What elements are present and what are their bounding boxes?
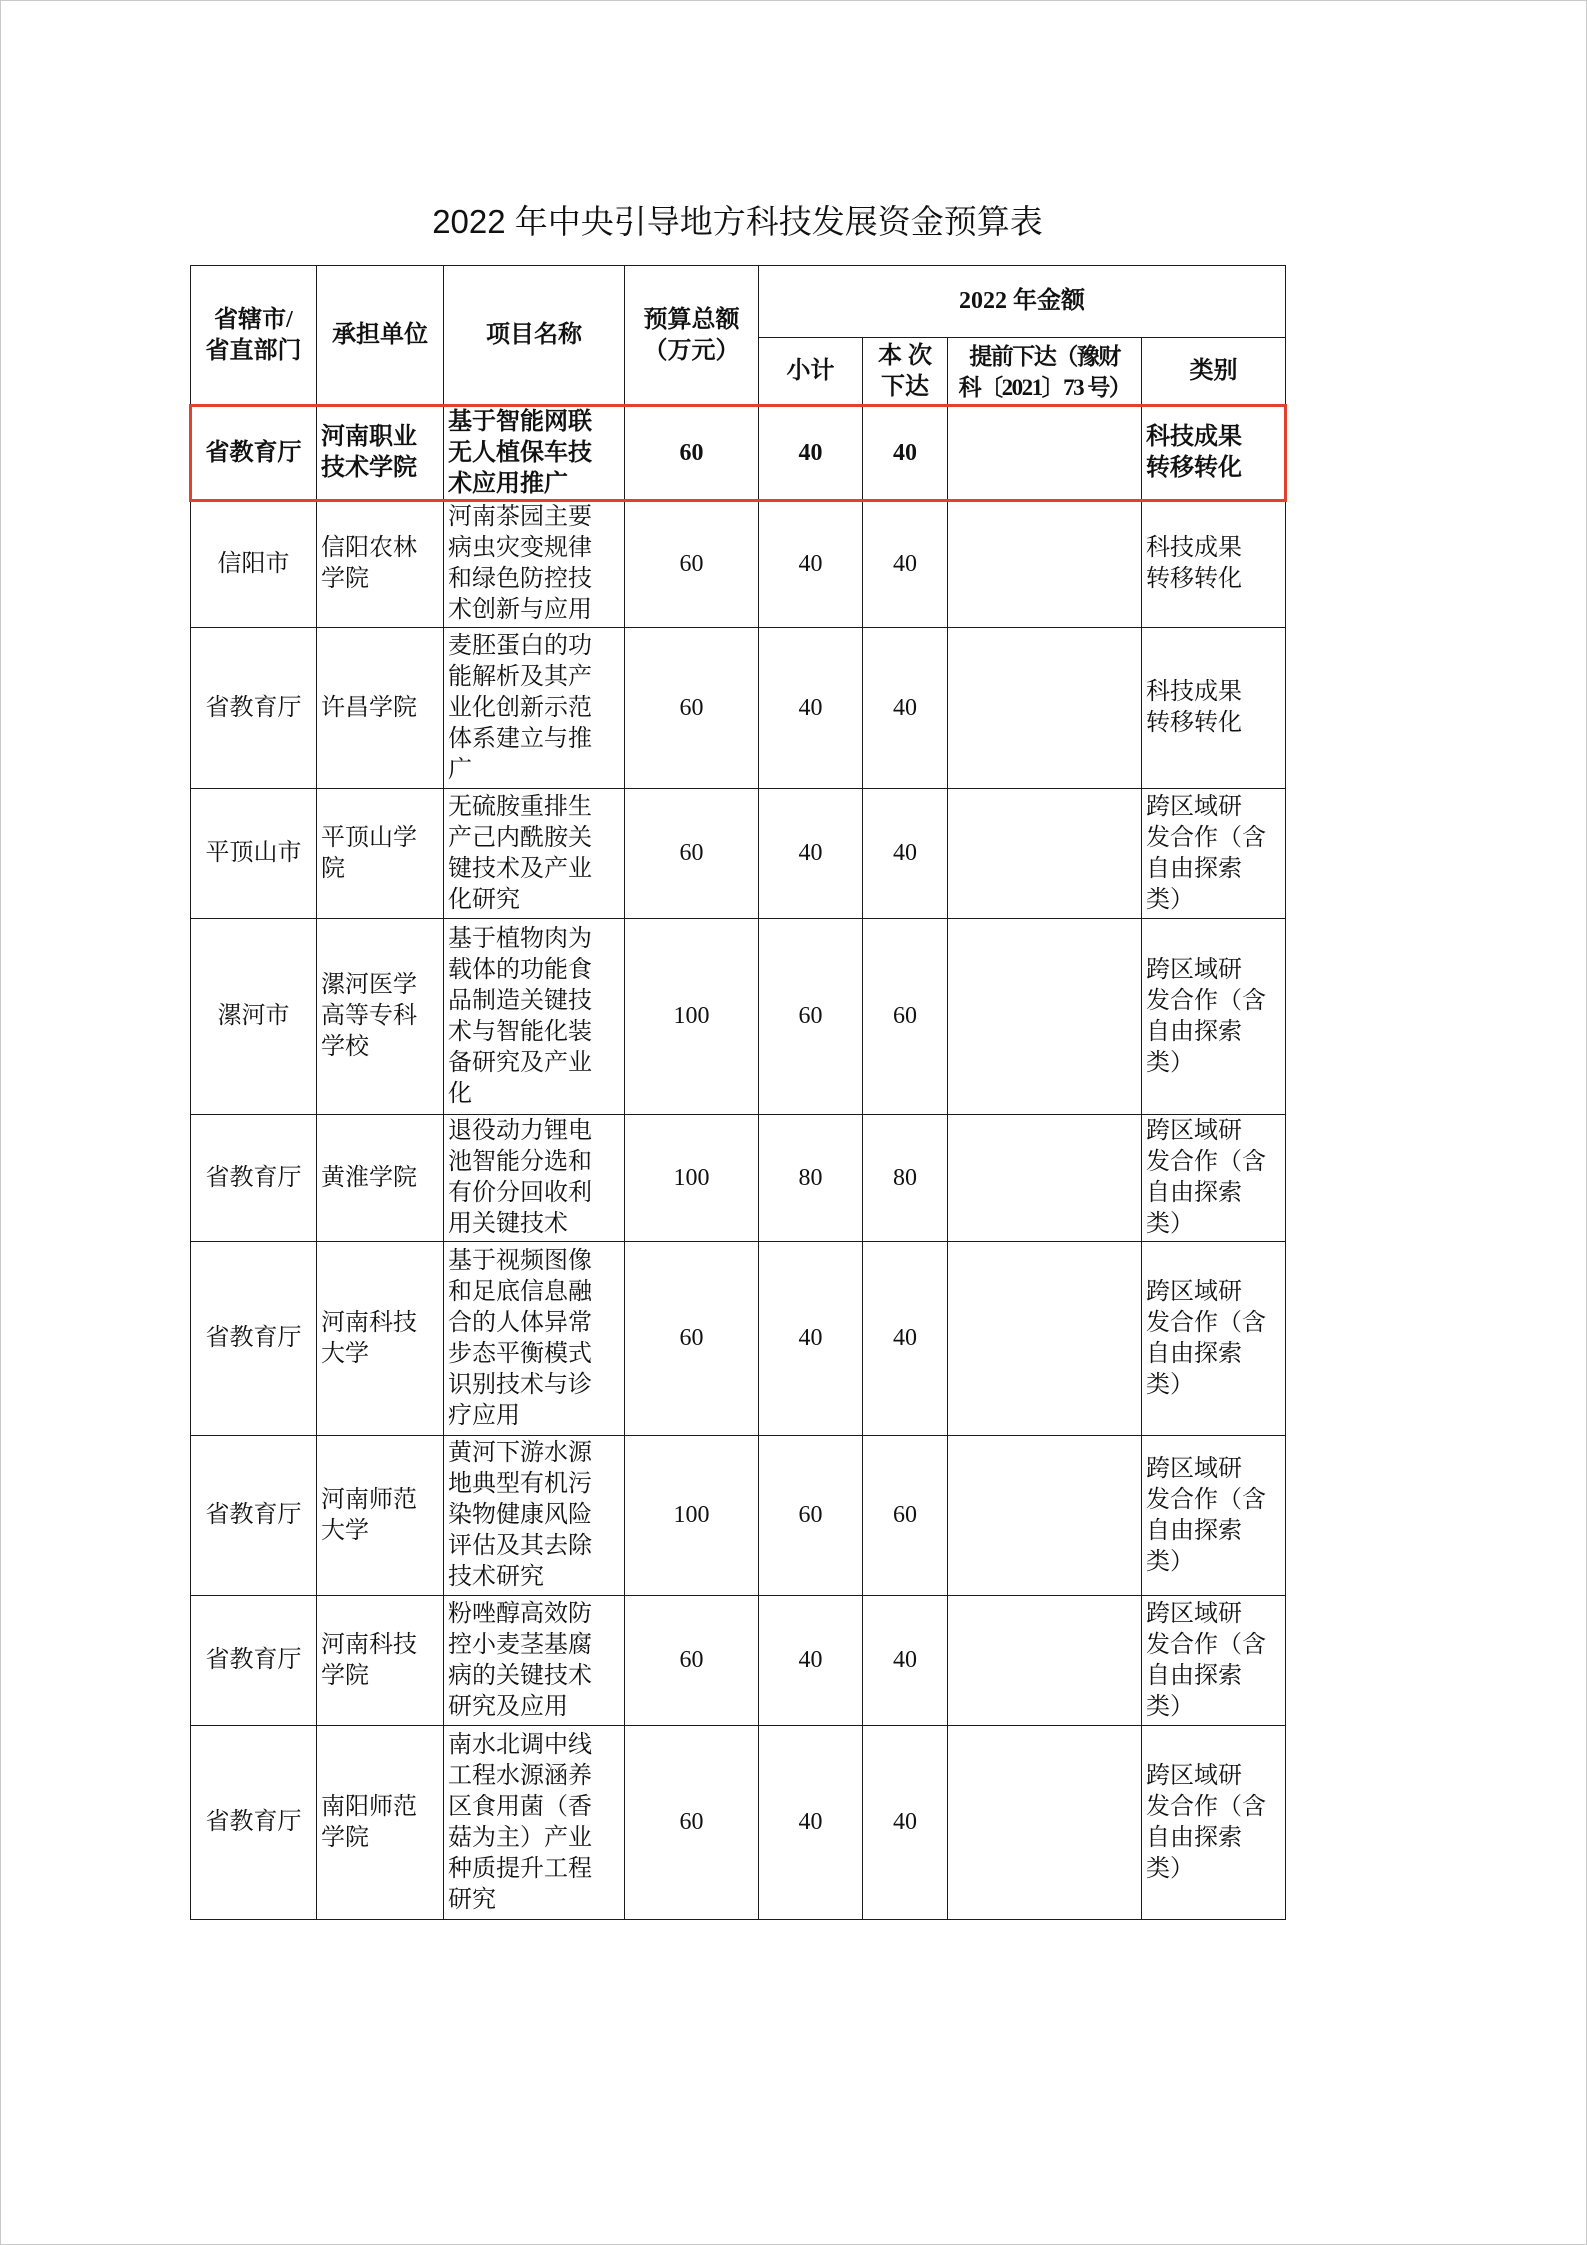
subtotal-cell: 40 <box>759 628 863 789</box>
project-name-cell: 基于视频图像 和足底信息融 合的人体异常 步态平衡模式 识别技术与诊 疗应用 <box>444 1242 625 1436</box>
advance-cell <box>948 1436 1142 1596</box>
table-header <box>191 266 1286 406</box>
region-cell: 省教育厅 <box>191 1115 317 1242</box>
header-advance-issue: 提前下达（豫财 科〔2021〕73 号） <box>948 338 1142 406</box>
unit-cell: 信阳农林 学院 <box>317 501 444 628</box>
header-this-issue: 本 次 下达 <box>863 338 948 406</box>
table-row <box>191 1596 1286 1726</box>
unit-cell: 漯河医学 高等专科 学校 <box>317 919 444 1115</box>
project-name-cell: 粉唑醇高效防 控小麦茎基腐 病的关键技术 研究及应用 <box>444 1596 625 1726</box>
project-name-cell: 河南茶园主要 病虫灾变规律 和绿色防控技 术创新与应用 <box>444 501 625 628</box>
budget-total-cell: 60 <box>625 1596 759 1726</box>
subtotal-cell: 60 <box>759 919 863 1115</box>
budget-total-cell: 100 <box>625 1436 759 1596</box>
this-issue-cell: 40 <box>863 406 948 501</box>
table-row <box>191 1436 1286 1596</box>
budget-total-cell: 100 <box>625 1115 759 1242</box>
subtotal-cell: 40 <box>759 789 863 919</box>
category-cell: 跨区域研 发合作（含 自由探索 类） <box>1142 1726 1286 1920</box>
category-cell: 跨区域研 发合作（含 自由探索 类） <box>1142 919 1286 1115</box>
category-cell: 跨区域研 发合作（含 自由探索 类） <box>1142 1115 1286 1242</box>
budget-total-cell: 60 <box>625 406 759 501</box>
project-name-cell: 南水北调中线 工程水源涵养 区食用菌（香 菇为主）产业 种质提升工程 研究 <box>444 1726 625 1920</box>
page-title: 2022 年中央引导地方科技发展资金预算表 <box>432 203 1043 240</box>
this-issue-cell: 60 <box>863 1436 948 1596</box>
this-issue-cell: 80 <box>863 1115 948 1242</box>
subtotal-cell: 40 <box>759 1242 863 1436</box>
category-cell: 科技成果 转移转化 <box>1142 628 1286 789</box>
header-region: 省辖市/ 省直部门 <box>191 266 317 406</box>
table-row <box>191 919 1286 1115</box>
advance-cell <box>948 1726 1142 1920</box>
budget-total-cell: 60 <box>625 1242 759 1436</box>
category-cell: 跨区域研 发合作（含 自由探索 类） <box>1142 789 1286 919</box>
category-cell: 科技成果 转移转化 <box>1142 406 1286 501</box>
region-cell: 省教育厅 <box>191 628 317 789</box>
project-name-cell: 无硫胺重排生 产己内酰胺关 键技术及产业 化研究 <box>444 789 625 919</box>
subtotal-cell: 40 <box>759 1726 863 1920</box>
subtotal-cell: 40 <box>759 501 863 628</box>
table-row <box>191 1242 1286 1436</box>
project-name-cell: 黄河下游水源 地典型有机污 染物健康风险 评估及其去除 技术研究 <box>444 1436 625 1596</box>
header-project-name: 项目名称 <box>444 266 625 406</box>
unit-cell: 河南职业 技术学院 <box>317 406 444 501</box>
budget-total-cell: 60 <box>625 1726 759 1920</box>
header-amount-2022: 2022 年金额 <box>759 266 1286 338</box>
region-cell: 信阳市 <box>191 501 317 628</box>
table-row <box>191 1115 1286 1242</box>
advance-cell <box>948 1115 1142 1242</box>
header-subtotal: 小计 <box>759 338 863 406</box>
unit-cell: 河南科技 学院 <box>317 1596 444 1726</box>
this-issue-cell: 40 <box>863 789 948 919</box>
table-row <box>191 501 1286 628</box>
unit-cell: 河南师范 大学 <box>317 1436 444 1596</box>
this-issue-cell: 40 <box>863 1596 948 1726</box>
table-row <box>191 628 1286 789</box>
region-cell: 漯河市 <box>191 919 317 1115</box>
advance-cell <box>948 406 1142 501</box>
header-category: 类别 <box>1142 338 1286 406</box>
advance-cell <box>948 501 1142 628</box>
category-cell: 科技成果 转移转化 <box>1142 501 1286 628</box>
region-cell: 省教育厅 <box>191 1596 317 1726</box>
table-body <box>191 406 1286 1920</box>
table-row <box>191 1726 1286 1920</box>
header-unit: 承担单位 <box>317 266 444 406</box>
region-cell: 省教育厅 <box>191 1242 317 1436</box>
category-cell: 跨区域研 发合作（含 自由探索 类） <box>1142 1242 1286 1436</box>
unit-cell: 平顶山学 院 <box>317 789 444 919</box>
this-issue-cell: 40 <box>863 628 948 789</box>
budget-table <box>190 265 1286 1920</box>
table-row <box>191 406 1286 501</box>
unit-cell: 黄淮学院 <box>317 1115 444 1242</box>
unit-cell: 南阳师范 学院 <box>317 1726 444 1920</box>
category-cell: 跨区域研 发合作（含 自由探索 类） <box>1142 1596 1286 1726</box>
subtotal-cell: 40 <box>759 1596 863 1726</box>
category-cell: 跨区域研 发合作（含 自由探索 类） <box>1142 1436 1286 1596</box>
project-name-cell: 基于智能网联 无人植保车技 术应用推广 <box>444 406 625 501</box>
header-budget-total: 预算总额 （万元） <box>625 266 759 406</box>
project-name-cell: 基于植物肉为 载体的功能食 品制造关键技 术与智能化装 备研究及产业 化 <box>444 919 625 1115</box>
region-cell: 平顶山市 <box>191 789 317 919</box>
unit-cell: 许昌学院 <box>317 628 444 789</box>
region-cell: 省教育厅 <box>191 1436 317 1596</box>
this-issue-cell: 60 <box>863 919 948 1115</box>
advance-cell <box>948 1596 1142 1726</box>
advance-cell <box>948 789 1142 919</box>
advance-cell <box>948 628 1142 789</box>
budget-total-cell: 60 <box>625 501 759 628</box>
subtotal-cell: 40 <box>759 406 863 501</box>
project-name-cell: 退役动力锂电 池智能分选和 有价分回收利 用关键技术 <box>444 1115 625 1242</box>
this-issue-cell: 40 <box>863 1726 948 1920</box>
advance-cell <box>948 919 1142 1115</box>
region-cell: 省教育厅 <box>191 1726 317 1920</box>
region-cell: 省教育厅 <box>191 406 317 501</box>
budget-total-cell: 60 <box>625 628 759 789</box>
budget-total-cell: 60 <box>625 789 759 919</box>
table-row <box>191 789 1286 919</box>
advance-cell <box>948 1242 1142 1436</box>
project-name-cell: 麦胚蛋白的功 能解析及其产 业化创新示范 体系建立与推 广 <box>444 628 625 789</box>
unit-cell: 河南科技 大学 <box>317 1242 444 1436</box>
header-row-top <box>191 266 1286 338</box>
this-issue-cell: 40 <box>863 1242 948 1436</box>
budget-total-cell: 100 <box>625 919 759 1115</box>
this-issue-cell: 40 <box>863 501 948 628</box>
subtotal-cell: 80 <box>759 1115 863 1242</box>
subtotal-cell: 60 <box>759 1436 863 1596</box>
